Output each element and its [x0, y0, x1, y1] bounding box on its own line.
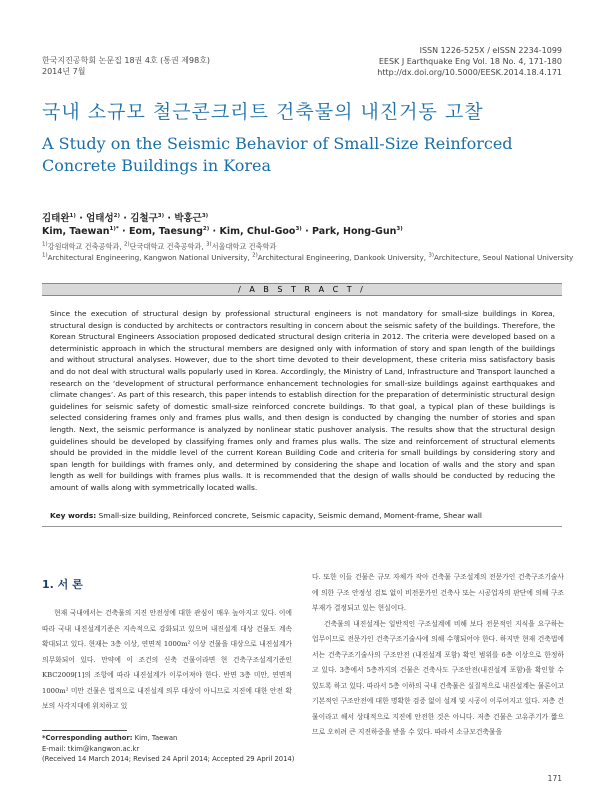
- keywords-list: Small-size building, Reinforced concrete, Seismic capacity, Seismic demand, Moment-frame, Shear wall: [98, 511, 482, 520]
- abstract-text: Since the execution of structural design by professional structural engineers is not mandatory for small-size buildings in Korea, structural design is conducted by architects or contractors resulting in concern about the seismic safety of the buildings. Therefore, the Korean Structural Engineers Association proposed dedicated structural design criteria in 2012. The criteria were developed based on a deterministic approach in which the structural members are designed only with information of story and span length of the buildings and without structural analyses. However, due to the short time devoted to their development, these criteria miss satisfactory basis and do not deal with structural walls popularly used in Korea. Accordingly, the Ministry of Land, Infrastructure and Transport launched a research on the ‘development of structural performance enhancement technologies for small-size buildings against earthquakes and climate changes’. As part of this research, this paper intends to establish direction for the preparation of deterministic structural design guidelines for seismic safety of domestic small-size reinforced concrete buildings. To that goal, a typical plan of these buildings is selected considering frames only and frames plus walls, and then design is conducted by changing the number of stories and span length. Next, the seismic performance is analyzed by nonlinear static pushover analysis. The results show that the structural design guidelines should be developed by classifying frames only and frames plus walls. The size and reinforcement of structural elements should be provided in the middle level of the current Korean Building Code and criteria for small buildings by considering story and span length for buildings with frames only, and determined by considering the shape and location of walls and the story and span length as well for buildings with frames plus walls. It is recommended that the design of walls should be conducted by reducing the amount of walls along with symmetrically located walls.: [50, 309, 555, 492]
- paragraph: 현재 국내에서는 건축물의 지진 안전성에 대한 관심이 매우 높아지고 있다. 이에 따라 국내 내진설계기준은 지속적으로 강화되고 있으며 내진설계 대상 건물도 계속 확대되고 있다. 현재는 3층 이상, 연면적 1000m² 이상 건물을 대상으로 내진설계가 의무화되어 있다. 만약에 이 조건의 신축 건물이라면 현 건축구조설계기준인 KBC2009[1]의 조항에 따라 내진설계가 이루어져야 한다. 반면 3층 미만, 연면적 1000m² 미만 건물은 법적으로 내진설계 의무 대상이 아니므로 지진에 대한 안전 확보의 사각지대에 위치하고 있: [42, 609, 292, 710]
- author-ko: 박홍근: [174, 213, 202, 224]
- abstract-heading: / A B S T R A C T /: [238, 285, 366, 294]
- corresponding-name: Kim, Taewan: [134, 734, 178, 742]
- paragraph: 건축물의 내진설계는 일반적인 구조설계에 비해 보다 전문적인 지식을 요구하는 업무이므로 전문가인 건축구조기술사에 의해 수행되어야 한다. 하지만 현재 건축법에서는 건축구조기술사의 구조안전 (내진설계 포함) 확인 범위를 6층 이상으로 한정하고 있다. 3층에서 5층까지의 건물은 건축사도 구조안전(내진설계 포함)을 확인할 수 있도록 하고 있다. 따라서 5층 이하의 국내 건축물은 실질적으로 내진설계는 물론이고 기본적인 구조안전에 대한 명확한 검증 없이 설계 및 시공이 이루어지고 있다. 저층 건물이라고 해서 상대적으로 지진에 안전한 것은 아니다. 저층 건물은 고유주기가 짧으므로 오히려 큰 지진하중을 받을 수 있다. 따라서 소규모건축물을: [312, 619, 564, 736]
- abstract-divider: [42, 526, 562, 527]
- corresponding-label: *Corresponding author:: [42, 734, 133, 742]
- author-en: Kim, Taewan: [42, 226, 110, 237]
- authors-korean: 김태완$^{1)}$ · 엄태성$^{2)}$ · 김철구$^{3)}$ · 박홍근$^{3)}$: [42, 212, 209, 224]
- issn: ISSN 1226-525X / eISSN 2234-1099: [419, 46, 562, 55]
- keywords: [50, 511, 555, 520]
- author-ko: 엄태성: [86, 213, 114, 224]
- title-english: A Study on the Seismic Behavior of Small-Size Reinforced Concrete Buildings in Korea: [42, 134, 513, 175]
- keywords-label: Key words:: [50, 511, 97, 520]
- affiliations-korean: $^{1)}$강원대학교 건축공학과, $^{2)}$단국대학교 건축공학과, $^{3)}$서울대학교 건축학과: [42, 241, 277, 251]
- authors-english: Kim, Taewan$^{1)*}$ · Eom, Taesung$^{2)}$ · Kim, Chul-Goo$^{3)}$ · Park, Hong-Gun$^{3)}$: [42, 225, 403, 237]
- journal-name-ko: 한국지진공학회 논문집 18권 4호 (통권 제98호): [42, 56, 211, 65]
- footnote-divider: [42, 730, 127, 731]
- body-right-column: [312, 570, 564, 741]
- page-number: 171: [547, 774, 562, 783]
- journal-name-en: EESK J Earthquake Eng Vol. 18 No. 4, 171-180: [378, 57, 562, 66]
- received-dates: (Received 14 March 2014; Revised 24 April 2014; Accepted 29 April 2014): [42, 755, 295, 763]
- body-left-column: [42, 606, 292, 715]
- section-heading-introduction: 1. 서 론: [42, 578, 83, 591]
- issue-date-ko: 2014년 7월: [42, 67, 86, 76]
- author-en: Kim, Chul-Goo: [219, 226, 296, 237]
- author-en: Park, Hong-Gun: [312, 226, 397, 237]
- journal-header-right: [377, 45, 562, 78]
- footnote: [42, 733, 297, 765]
- doi-link[interactable]: http://dx.doi.org/10.5000/EESK.2014.18.4.171: [377, 68, 562, 77]
- affiliations-english: $^{1)}$Architectural Engineering, Kangwon National University, $^{2)}$Architectural Engineering, Dankook University, $^{3)}$Architecture, Seoul National University: [42, 252, 574, 262]
- corresponding-email[interactable]: E-mail: tkim@kangwon.ac.kr: [42, 744, 140, 753]
- paragraph: 다. 또한 이들 건물은 규모 자체가 작아 건축물 구조설계의 전문가인 건축구조기술사에 의한 구조 안정성 검토 없이 비전문가인 건축사 또는 시공업자의 판단에 의해 구조 부재가 결정되고 있는 현실이다.: [312, 573, 564, 612]
- title-korean: 국내 소규모 철근콘크리트 건축물의 내진거동 고찰: [42, 101, 484, 123]
- author-ko: 김철구: [130, 213, 158, 224]
- author-en: Eom, Taesung: [128, 226, 203, 237]
- journal-header-left: [42, 55, 210, 77]
- author-ko: 김태완: [42, 213, 70, 224]
